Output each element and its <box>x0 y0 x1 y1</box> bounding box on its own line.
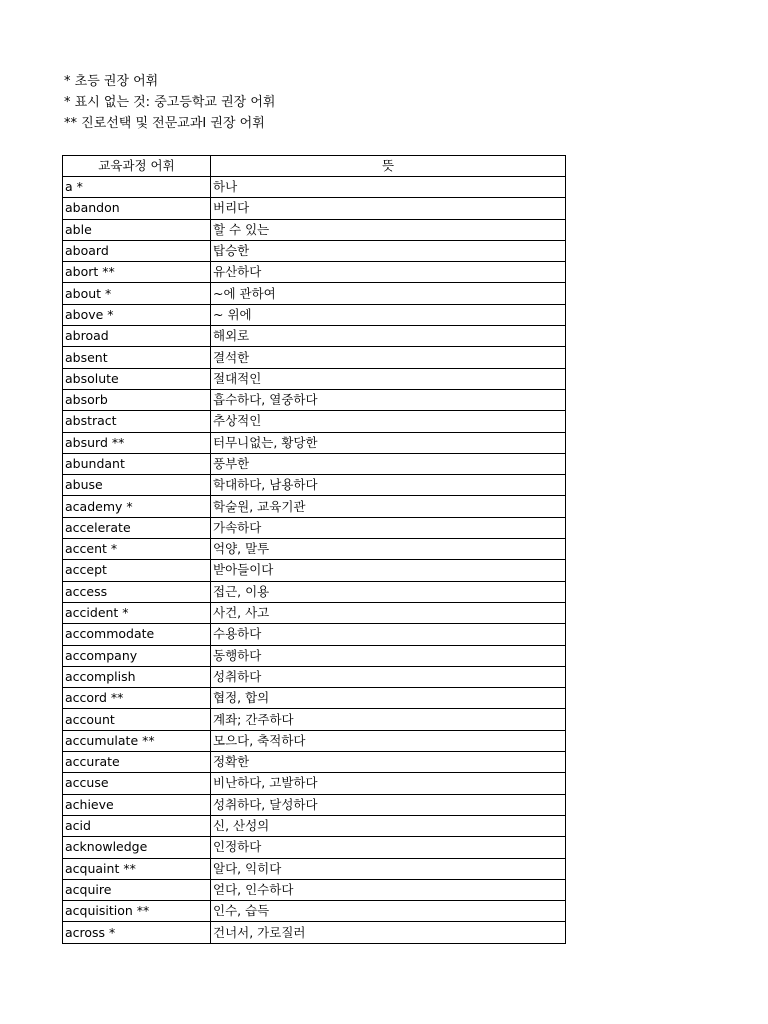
meaning-cell: 인수, 습득 <box>211 901 566 922</box>
meaning-cell: 흡수하다, 열중하다 <box>211 389 566 410</box>
word-cell: accuse <box>63 773 211 794</box>
table-header-row <box>63 156 566 177</box>
table-row <box>63 773 566 794</box>
meaning-cell: 학술원, 교육기관 <box>211 496 566 517</box>
word-cell: absurd ** <box>63 432 211 453</box>
word-cell: a * <box>63 177 211 198</box>
meaning-cell: 인정하다 <box>211 837 566 858</box>
word-cell: across * <box>63 922 211 943</box>
word-cell: accept <box>63 560 211 581</box>
meaning-cell: 가속하다 <box>211 517 566 538</box>
word-cell: accomplish <box>63 666 211 687</box>
word-cell: above * <box>63 304 211 325</box>
meaning-cell: 학대하다, 남용하다 <box>211 475 566 496</box>
word-cell: about * <box>63 283 211 304</box>
word-cell: acquisition ** <box>63 901 211 922</box>
meaning-cell: 사건, 사고 <box>211 602 566 623</box>
word-cell: accent * <box>63 539 211 560</box>
table-row <box>63 517 566 538</box>
meaning-cell: 성취하다 <box>211 666 566 687</box>
meaning-cell: 해외로 <box>211 326 566 347</box>
table-row <box>63 922 566 943</box>
column-header-meaning: 뜻 <box>211 156 566 177</box>
meaning-cell: 성취하다, 달성하다 <box>211 794 566 815</box>
meaning-cell: 결석한 <box>211 347 566 368</box>
table-row <box>63 198 566 219</box>
meaning-cell: 절대적인 <box>211 368 566 389</box>
word-cell: acid <box>63 815 211 836</box>
table-row <box>63 602 566 623</box>
meaning-cell: 받아들이다 <box>211 560 566 581</box>
table-row <box>63 304 566 325</box>
word-cell: account <box>63 709 211 730</box>
meaning-cell: 신, 산성의 <box>211 815 566 836</box>
legend-elementary-note: * 초등 권장 어휘 <box>64 74 159 89</box>
word-cell: achieve <box>63 794 211 815</box>
table-row <box>63 389 566 410</box>
column-header-word: 교육과정 어휘 <box>63 156 211 177</box>
meaning-cell: 버리다 <box>211 198 566 219</box>
meaning-cell: 하나 <box>211 177 566 198</box>
table-row <box>63 411 566 432</box>
word-cell: acquire <box>63 879 211 900</box>
table-row <box>63 560 566 581</box>
word-cell: accommodate <box>63 624 211 645</box>
meaning-cell: 접근, 이용 <box>211 581 566 602</box>
meaning-cell: 모으다, 축적하다 <box>211 730 566 751</box>
word-cell: abroad <box>63 326 211 347</box>
meaning-cell: 정확한 <box>211 752 566 773</box>
table-row <box>63 262 566 283</box>
word-cell: abandon <box>63 198 211 219</box>
legend-elective-note: ** 진로선택 및 전문교과Ⅰ 권장 어휘 <box>64 116 265 131</box>
table-row <box>63 688 566 709</box>
table-row <box>63 219 566 240</box>
word-cell: accompany <box>63 645 211 666</box>
meaning-cell: 탑승한 <box>211 240 566 261</box>
table-row <box>63 581 566 602</box>
table-row <box>63 794 566 815</box>
table-row <box>63 432 566 453</box>
meaning-cell: 풍부한 <box>211 453 566 474</box>
word-cell: aboard <box>63 240 211 261</box>
word-cell: absorb <box>63 389 211 410</box>
meaning-cell: 유산하다 <box>211 262 566 283</box>
table-row <box>63 539 566 560</box>
table-row <box>63 368 566 389</box>
meaning-cell: 추상적인 <box>211 411 566 432</box>
word-cell: absolute <box>63 368 211 389</box>
table-row <box>63 858 566 879</box>
word-cell: academy * <box>63 496 211 517</box>
meaning-cell: 억양, 말투 <box>211 539 566 560</box>
table-row <box>63 709 566 730</box>
table-row <box>63 283 566 304</box>
word-cell: able <box>63 219 211 240</box>
word-cell: accelerate <box>63 517 211 538</box>
meaning-cell: 알다, 익히다 <box>211 858 566 879</box>
table-row <box>63 624 566 645</box>
table-row <box>63 815 566 836</box>
table-row <box>63 666 566 687</box>
word-cell: accord ** <box>63 688 211 709</box>
table-body <box>63 177 566 944</box>
table-row <box>63 837 566 858</box>
table-row <box>63 177 566 198</box>
meaning-cell: 협정, 합의 <box>211 688 566 709</box>
word-cell: absent <box>63 347 211 368</box>
meaning-cell: ~에 관하여 <box>211 283 566 304</box>
meaning-cell: 계좌; 간주하다 <box>211 709 566 730</box>
table-row <box>63 901 566 922</box>
table-row <box>63 730 566 751</box>
meaning-cell: 비난하다, 고발하다 <box>211 773 566 794</box>
meaning-cell: 할 수 있는 <box>211 219 566 240</box>
word-cell: abort ** <box>63 262 211 283</box>
table-row <box>63 326 566 347</box>
vocabulary-table <box>62 155 566 944</box>
table-row <box>63 453 566 474</box>
word-cell: access <box>63 581 211 602</box>
word-cell: accurate <box>63 752 211 773</box>
word-cell: abuse <box>63 475 211 496</box>
word-cell: accident * <box>63 602 211 623</box>
table-row <box>63 752 566 773</box>
table-row <box>63 645 566 666</box>
word-cell: acquaint ** <box>63 858 211 879</box>
table-row <box>63 496 566 517</box>
meaning-cell: 동행하다 <box>211 645 566 666</box>
word-cell: abstract <box>63 411 211 432</box>
word-cell: acknowledge <box>63 837 211 858</box>
word-cell: abundant <box>63 453 211 474</box>
meaning-cell: ~ 위에 <box>211 304 566 325</box>
table-row <box>63 879 566 900</box>
meaning-cell: 터무니없는, 황당한 <box>211 432 566 453</box>
table-row <box>63 475 566 496</box>
table-row <box>63 347 566 368</box>
meaning-cell: 건너서, 가로질러 <box>211 922 566 943</box>
legend-secondary-note: * 표시 없는 것: 중고등학교 권장 어휘 <box>64 95 276 110</box>
word-cell: accumulate ** <box>63 730 211 751</box>
legend <box>64 71 276 134</box>
meaning-cell: 수용하다 <box>211 624 566 645</box>
meaning-cell: 얻다, 인수하다 <box>211 879 566 900</box>
table-row <box>63 240 566 261</box>
